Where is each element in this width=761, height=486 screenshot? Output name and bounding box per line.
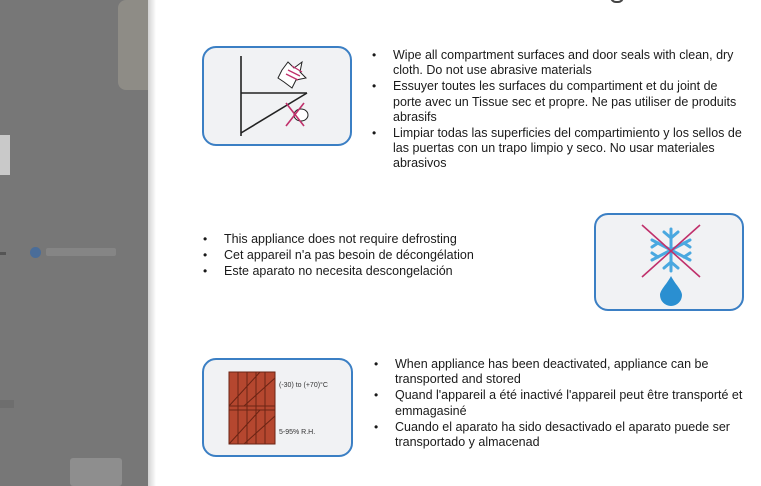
list-item: • Cuando el aparato ha sido desactivado el aparato puede ser transportado y almacenad xyxy=(374,420,744,450)
humidity-range-label: 5-95% R.H. xyxy=(279,429,316,436)
pallet-storage-icon xyxy=(202,358,353,457)
temperature-range-label: (-30) to (+70)°C xyxy=(279,382,328,389)
background-text xyxy=(46,248,116,256)
list-item: • Essuyer toutes les surfaces du compartiment et du joint de porte avec un Tissue sec et propre. Ne pas utiliser de produits abrasifs xyxy=(372,79,742,125)
transport-instructions xyxy=(374,357,744,451)
blurred-background xyxy=(0,0,148,486)
list-item: • Wipe all compartment surfaces and door seals with clean, dry cloth. Do not use abrasive materials xyxy=(372,48,742,78)
background-radio-icon xyxy=(30,247,41,258)
document-page xyxy=(148,0,761,486)
cleaning-cloth-icon xyxy=(202,46,352,146)
background-text xyxy=(0,400,14,408)
background-card xyxy=(70,458,122,486)
background-panel xyxy=(118,0,148,90)
background-mark xyxy=(0,252,6,255)
page-edge-shadow xyxy=(148,0,156,486)
list-item: • When appliance has been deactivated, appliance can be transported and stored xyxy=(374,357,744,387)
background-panel xyxy=(0,135,10,175)
list-item: • Este aparato no necesita descongelación xyxy=(203,264,563,279)
cropped-glyph xyxy=(610,0,624,3)
defrost-instructions xyxy=(203,232,563,281)
list-item: • This appliance does not require defrosting xyxy=(203,232,563,247)
list-item: • Limpiar todas las superficies del compartimiento y los sellos de las puertas con un trapo limpio y seco. No usar materiales abrasivos xyxy=(372,126,742,172)
list-item: • Cet appareil n'a pas besoin de décongélation xyxy=(203,248,563,263)
no-defrost-icon xyxy=(594,213,744,311)
cleaning-instructions xyxy=(372,48,742,173)
list-item: • Quand l'appareil a été inactivé l'appareil peut être transporté et emmagasiné xyxy=(374,388,744,418)
